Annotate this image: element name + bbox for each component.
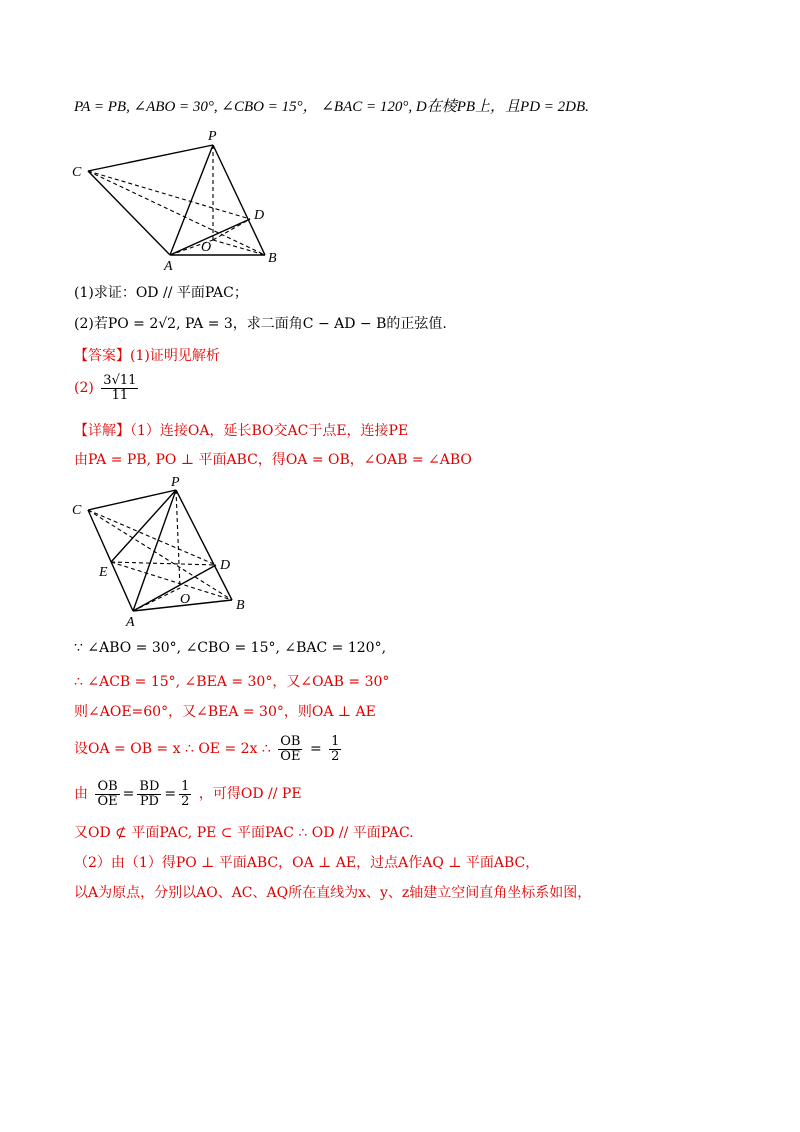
label-A: A [164,259,173,274]
solution-line-6 [74,733,344,765]
fig2-label-A: A [126,615,135,630]
fig2-label-P: P [171,475,180,490]
solution-line-10: 以A为原点，分别以AO、AC、AQ所在直线为x、y、z轴建立空间直角坐标系如图， [74,885,592,901]
fig2-label-B: B [236,598,245,613]
line7-prefix: 由 [74,786,88,802]
answer-numerator: 3√11 [103,372,137,388]
line6-fraction-2 [329,735,341,764]
line7-f1-num: OB [97,778,118,794]
solution-line-7 [74,778,302,810]
answer-heading: 【答案】(1)证明见解析 [74,348,220,364]
line7-fraction-3 [179,780,191,809]
line7-fraction-1 [95,780,119,809]
fig2-label-E: E [99,565,108,580]
line6-f2-num: 1 [331,733,340,749]
fig2-label-D: D [220,558,231,573]
detail-line: 【详解】（1）连接OA，延长BO交AC于点E，连接PE [74,423,409,439]
figure-1 [66,126,296,276]
line6-prefix: 设OA = OB = x ∴ OE = 2x ∴ [74,741,271,757]
line7-f2-num: BD [139,778,160,794]
condition-line: PA = PB, ∠ABO = 30°, ∠CBO = 15°， ∠BAC = 120°, D在棱PB上，且PD = 2DB. [74,99,589,115]
label-D: D [254,208,265,223]
solution-line-2: 由PA = PB, PO ⊥ 平面ABC，得OA = OB，∠OAB = ∠ABO [74,452,472,468]
fig2-label-C: C [72,503,82,518]
solution-line-3: ∵ ∠ABO = 30°, ∠CBO = 15°, ∠BAC = 120°, [74,640,387,656]
answer-part2-prefix: (2) [74,380,94,396]
question-2: (2)若PO = 2√2, PA = 3，求二面角C − AD − B的正弦值. [74,316,447,332]
line7-f3-den: 2 [181,793,190,809]
line7-suffix: ，可得OD // PE [198,786,302,802]
fig2-label-O: O [180,592,191,607]
solution-line-4: ∴ ∠ACB = 15°, ∠BEA = 30°，又∠OAB = 30° [74,674,390,690]
question-1: (1)求证：OD // 平面PAC； [74,285,248,301]
line7-f3-num: 1 [181,778,190,794]
line6-f2-den: 2 [331,748,340,764]
line6-f1-num: OB [280,733,301,749]
figure-2 [66,474,266,630]
line6-f1-den: OE [280,748,301,764]
label-O: O [201,240,212,255]
line7-eq-1: = [122,786,135,802]
line6-fraction-1 [278,735,302,764]
label-C: C [72,165,82,180]
solution-line-8: 又OD ⊄ 平面PAC, PE ⊂ 平面PAC ∴ OD // 平面PAC. [74,825,414,841]
line7-f1-den: OE [97,793,118,809]
line6-equals: = [309,741,322,757]
answer-denominator: 11 [111,387,129,403]
label-P: P [208,129,217,144]
line7-f2-den: PD [139,793,159,809]
solution-line-9: （2）由（1）得PO ⊥ 平面ABC，OA ⊥ AE，过点A作AQ ⊥ 平面ABC， [74,855,540,871]
answer-part2 [74,373,141,403]
answer-fraction [101,374,138,403]
solution-line-5: 则∠AOE=60°，又∠BEA = 30°，则OA ⊥ AE [74,704,376,720]
line7-eq-2: = [164,786,177,802]
line7-fraction-2 [137,780,161,809]
label-B: B [268,251,277,266]
